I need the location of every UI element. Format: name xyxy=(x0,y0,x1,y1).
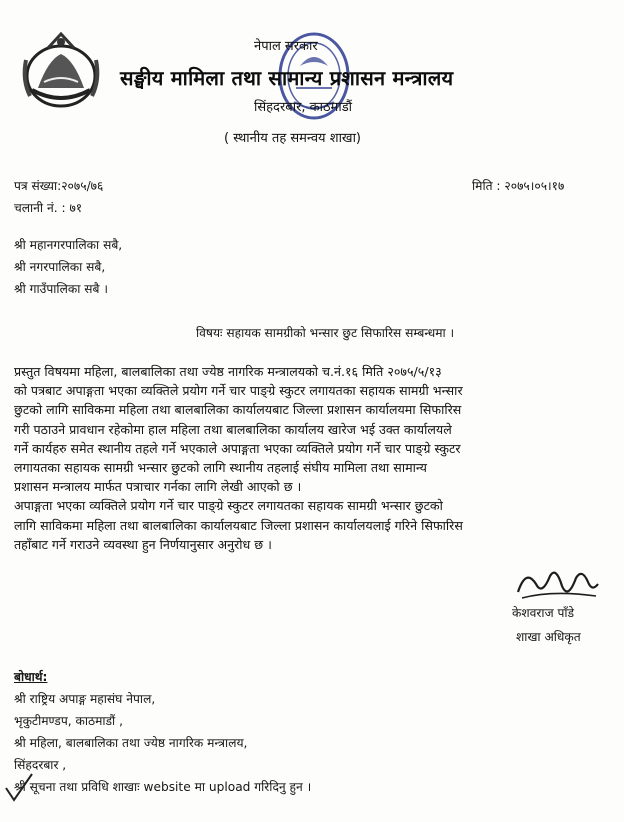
ministry-title: सङ्घीय मामिला तथा सामान्य प्रशासन मन्त्रालय xyxy=(120,66,454,90)
dispatch-number: चलानी नं. : ७१ xyxy=(14,201,83,215)
body-line: गरी पठाउने प्रावधान रहेकोमा हाल महिला तथा बालबालिका कार्यालय खारेज भई उक्त कार्यालयले xyxy=(14,421,452,437)
body-line: अपाङ्गता भएका व्यक्तिले प्रयोग गर्ने चार पाङ्ग्रे स्कुटर लगायतका सहायक सामग्री भन्सार छुटको xyxy=(14,498,443,514)
recipient-line: श्री गाउँपालिका सबै । xyxy=(14,282,108,296)
section-name: ( स्थानीय तह समन्वय शाखा) xyxy=(224,131,362,146)
body-line: छुटको लागि साविकमा महिला तथा बालबालिका कार्यालयबाट जिल्ला प्रशासन कार्यालयमा सिफारिस xyxy=(14,402,462,418)
body-line: लगायतका सहायक सामग्री भन्सार छुटको लागि स्थानीय तहलाई संघीय मामिला तथा सामान्य xyxy=(14,460,427,476)
cc-line: सिंहदरबार , xyxy=(14,758,67,772)
handwritten-signature xyxy=(512,562,602,606)
body-line: तहाँबाट गर्ने गराउने व्यवस्था हुन निर्णयानुसार अनुरोध छ । xyxy=(14,536,272,552)
signatory-name: केशवराज पाँडे xyxy=(512,606,575,620)
ministry-address: सिंहदरबार, काठमाडौं xyxy=(254,100,353,115)
body-line: गर्ने कार्यहरु समेत स्थानीय तहले गर्ने भएकाले अपाङ्गता भएका व्यक्तिले प्रयोग गर्ने चार पाङ्ग्रे स्कुटर xyxy=(14,440,461,456)
recipient-line: श्री नगरपालिका सबै, xyxy=(14,260,106,274)
cc-heading: बोधार्थ: xyxy=(14,670,48,684)
body-line: प्रशासन मन्त्रालय मार्फत पत्राचार गर्नका लागि लेखी आएको छ । xyxy=(14,479,302,495)
check-mark-icon xyxy=(2,770,36,806)
signatory-title: शाखा अधिकृत xyxy=(516,630,581,644)
cc-line: श्री राष्ट्रिय अपाङ्ग महासंघ नेपाल, xyxy=(14,692,156,706)
body-line: को पत्रबाट अपाङ्गता भएका व्यक्तिले प्रयोग गर्ने चार पाङ्ग्रे स्कुटर लगायतका सहायक सामग्री भन्सार xyxy=(14,383,463,399)
cc-line: भृकुटीमण्डप, काठमाडौं , xyxy=(14,714,123,728)
letter-subject: विषयः सहायक सामग्रीको भन्सार छुट सिफारिस सम्बन्धमा । xyxy=(196,326,455,340)
country-name: नेपाल सरकार xyxy=(254,39,318,54)
nepal-emblem-logo xyxy=(18,30,104,114)
letter-date: मिति : २०७५।०५।१७ xyxy=(472,179,565,193)
letter-body xyxy=(14,362,463,554)
reference-number: पत्र संख्या:२०७५/७६ xyxy=(14,179,104,193)
recipient-line: श्री महानगरपालिका सबै, xyxy=(14,238,123,252)
body-line: लागि साविकमा महिला तथा बालबालिका कार्यालयबाट जिल्ला प्रशासन कार्यालयलाई गरिने सिफारिस xyxy=(14,517,463,533)
cc-line: श्री महिला, बालबालिका तथा ज्येष्ठ नागरिक मन्त्रालय, xyxy=(14,736,248,750)
cc-line: श्री सूचना तथा प्रविधि शाखाः website मा upload गरिदिनु हुन । xyxy=(14,780,312,794)
body-line: प्रस्तुत विषयमा महिला, बालबालिका तथा ज्येष्ठ नागरिक मन्त्रालयको च.नं.१६ मिति २०७५/५/१३ xyxy=(14,364,442,379)
